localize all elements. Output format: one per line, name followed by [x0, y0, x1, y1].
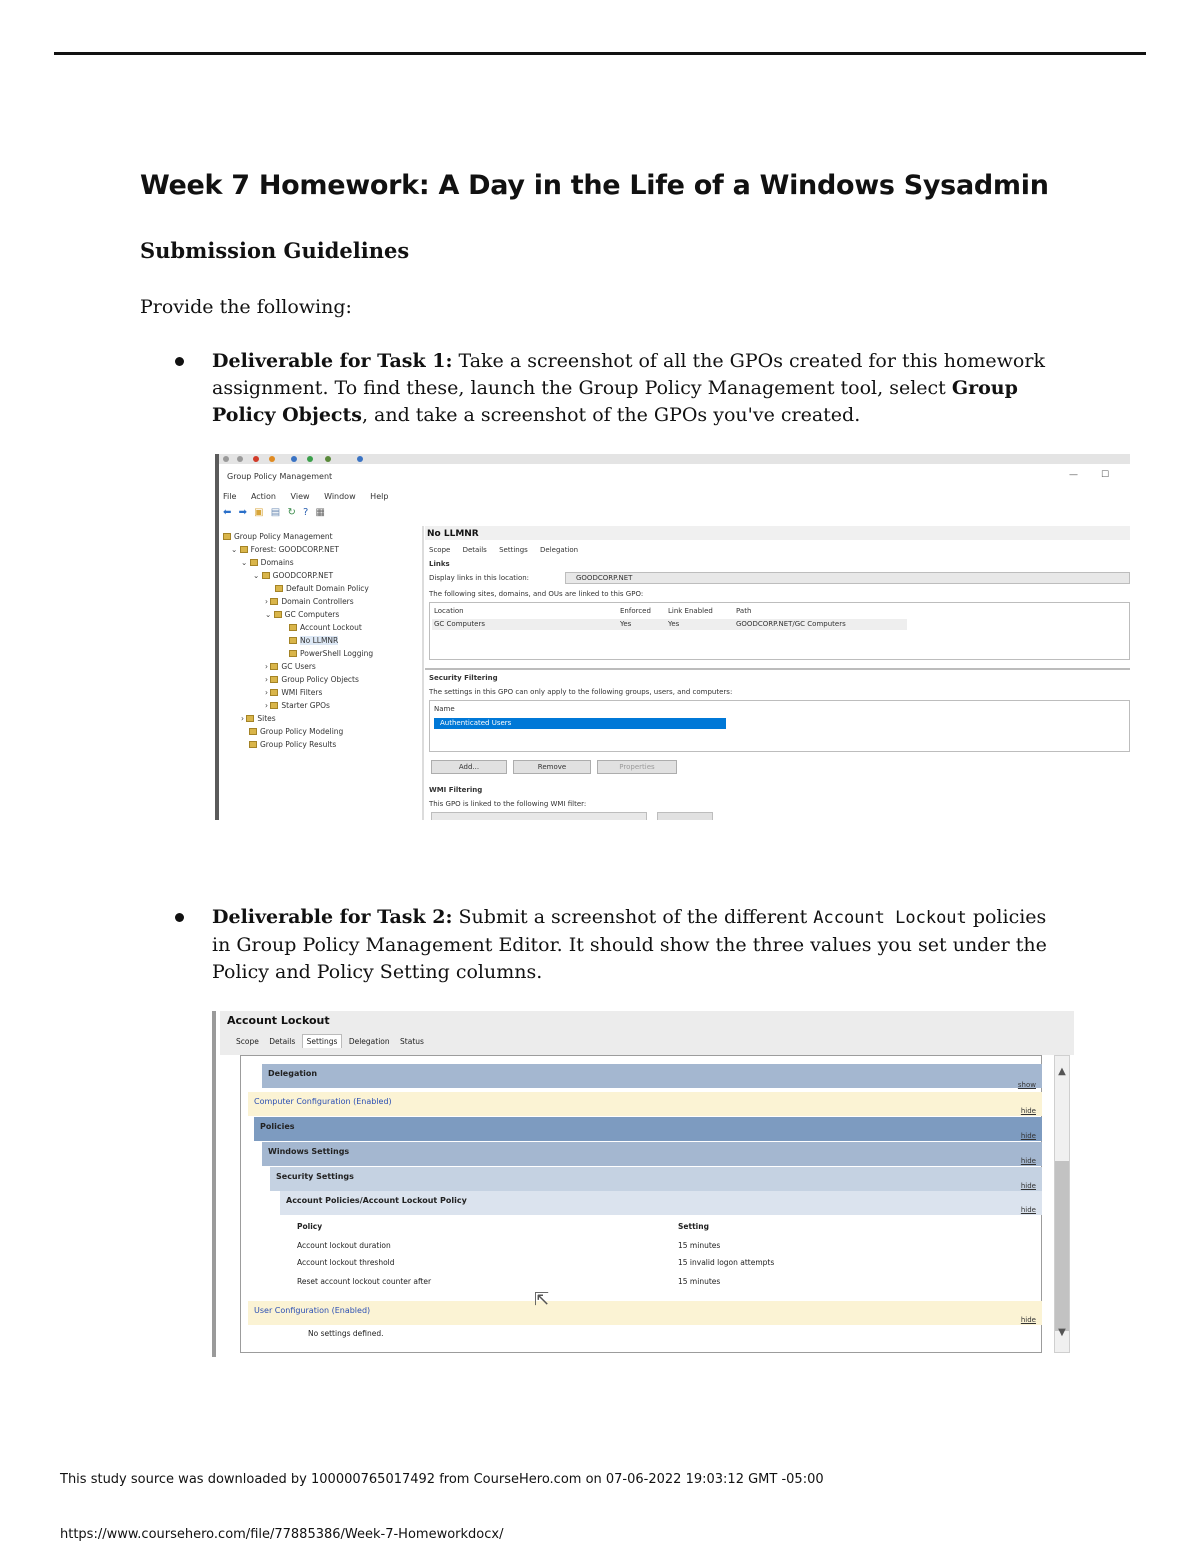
menu-action[interactable]: Action [250, 492, 276, 501]
tree-item[interactable]: Account Lockout [223, 621, 373, 634]
maximize-button[interactable]: ☐ [1101, 470, 1110, 480]
list-item[interactable]: Authenticated Users [434, 718, 726, 729]
top-rule [54, 52, 1146, 55]
show-link[interactable]: show [1017, 1081, 1036, 1089]
tree-item[interactable]: ⌄ Forest: GOODCORP.NET [231, 545, 340, 554]
windows-settings-band[interactable]: Windows Settings [262, 1142, 1042, 1166]
wmi-note: This GPO is linked to the following WMI filter: [429, 800, 587, 808]
menu-bar [223, 492, 400, 501]
policy-setting: 15 minutes [678, 1277, 721, 1286]
user-config-band[interactable]: User Configuration (Enabled) [248, 1301, 1042, 1325]
policies-band[interactable]: Policies [254, 1117, 1042, 1141]
tree-item[interactable]: › GC Users [265, 662, 316, 671]
tab-settings[interactable]: Settings [302, 1034, 343, 1048]
forward-arrow-icon[interactable]: ➡ [238, 507, 247, 518]
account-policies-band[interactable]: Account Policies/Account Lockout Policy [280, 1191, 1042, 1215]
gpo-detail-pane [425, 526, 1130, 820]
properties-icon[interactable]: ▦ [315, 507, 325, 518]
folder-icon[interactable]: ▣ [254, 507, 264, 518]
col-setting-header: Setting [678, 1222, 709, 1231]
tab-details[interactable]: Details [269, 1037, 296, 1046]
tree-item-selected[interactable]: No LLMNR [223, 634, 373, 647]
task1-label: Deliverable for Task 1: [212, 350, 453, 372]
scroll-up-icon[interactable]: ▲ [1058, 1066, 1066, 1077]
display-links-label: Display links in this location: [429, 574, 530, 582]
page-title: Week 7 Homework: A Day in the Life of a Windows Sysadmin [140, 170, 1049, 201]
links-note: The following sites, domains, and OUs are linked to this GPO: [429, 590, 644, 598]
hide-link[interactable]: hide [1020, 1132, 1036, 1140]
properties-button[interactable]: Properties [597, 760, 677, 774]
tree-item[interactable]: Default Domain Policy [223, 582, 373, 595]
tab-settings[interactable]: Settings [499, 546, 528, 554]
source-url[interactable]: https://www.coursehero.com/file/77885386/Week-7-Homeworkdocx/ [60, 1527, 504, 1542]
tree-item[interactable]: › Group Policy Objects [265, 675, 359, 684]
tab-delegation[interactable]: Delegation [348, 1037, 390, 1046]
tab-scope[interactable]: Scope [236, 1037, 259, 1046]
view-icon[interactable]: ▤ [270, 507, 281, 518]
tree-item[interactable]: › Domain Controllers [265, 597, 354, 606]
tree-item[interactable]: ⌄ Domains [241, 558, 294, 567]
tab-status[interactable]: Status [400, 1037, 424, 1046]
toolbar [223, 507, 329, 518]
tree-item[interactable]: PowerShell Logging [223, 647, 373, 660]
mouse-cursor-icon: ⇱ [534, 1289, 550, 1310]
tree-item[interactable]: › Sites [241, 714, 276, 723]
window-title: Group Policy Management [227, 472, 333, 481]
intro-text: Provide the following: [140, 296, 352, 318]
menu-help[interactable]: Help [370, 492, 389, 501]
hide-link[interactable]: hide [1020, 1316, 1036, 1324]
task2-label: Deliverable for Task 2: [212, 906, 453, 928]
minimize-button[interactable]: — [1069, 470, 1078, 480]
hide-link[interactable]: hide [1020, 1182, 1036, 1190]
policy-name: Account lockout threshold [297, 1258, 395, 1267]
policy-setting: 15 invalid logon attempts [678, 1258, 775, 1267]
hide-link[interactable]: hide [1020, 1206, 1036, 1214]
back-arrow-icon[interactable]: ⬅ [223, 507, 232, 518]
scrollbar-thumb[interactable] [1055, 1161, 1069, 1331]
tab-scope[interactable]: Scope [429, 546, 451, 554]
no-settings-text: No settings defined. [308, 1329, 384, 1338]
tree-item[interactable]: › Starter GPOs [265, 701, 330, 710]
tree-item[interactable]: ⌄ GC Computers [265, 610, 340, 619]
scroll-down-icon[interactable]: ▼ [1058, 1327, 1066, 1338]
hide-link[interactable]: hide [1020, 1107, 1036, 1115]
policy-setting: 15 minutes [678, 1241, 721, 1250]
links-table: Location Enforced Link Enabled Path GC Computers Yes Yes GOODCORP.NET/GC Computers [429, 602, 1130, 660]
col-policy-header: Policy [297, 1222, 323, 1231]
security-filter-list: Name Authenticated Users [429, 700, 1130, 752]
delegation-band[interactable]: Delegation [262, 1064, 1042, 1088]
security-heading: Security Filtering [429, 674, 498, 682]
refresh-icon[interactable]: ↻ [287, 507, 296, 518]
download-notice: This study source was downloaded by 100000765017492 from CourseHero.com on 07-06-2022 19:03:12 GMT -05:00 [60, 1472, 824, 1487]
policy-name: Account lockout duration [297, 1241, 391, 1250]
computer-config-band[interactable]: Computer Configuration (Enabled) [248, 1092, 1042, 1116]
task2-bullet: Deliverable for Task 2: Submit a screenshot of the different Account Lockout policies in Group Policy Management Editor. It should show the three values you set under the Policy and Policy Setting columns. [212, 904, 1042, 986]
tab-delegation[interactable]: Delegation [540, 546, 579, 554]
links-heading: Links [429, 560, 450, 568]
hide-link[interactable]: hide [1020, 1157, 1036, 1165]
tab-details[interactable]: Details [462, 546, 487, 554]
gpo-title: No LLMNR [425, 526, 1130, 540]
wmi-filter-select[interactable] [431, 812, 647, 820]
gpo-tabs [429, 546, 588, 554]
display-links-select[interactable]: GOODCORP.NET [565, 572, 1130, 584]
tree-item[interactable]: Group Policy Modeling [223, 725, 373, 738]
remove-button[interactable]: Remove [513, 760, 591, 774]
tree-item[interactable]: ⌄ GOODCORP.NET [253, 571, 334, 580]
wmi-open-button[interactable] [657, 812, 713, 820]
add-button[interactable]: Add... [431, 760, 507, 774]
gpm-tree [223, 530, 373, 751]
tree-item[interactable]: Group Policy Results [223, 738, 373, 751]
wmi-heading: WMI Filtering [429, 786, 483, 794]
tree-item[interactable]: Group Policy Management [223, 530, 373, 543]
gpo-tabs [232, 1034, 428, 1048]
account-lockout-screenshot [212, 1011, 1074, 1357]
tree-item[interactable]: › WMI Filters [265, 688, 323, 697]
help-icon[interactable]: ? [303, 507, 309, 518]
menu-view[interactable]: View [290, 492, 310, 501]
task1-bullet: Deliverable for Task 1: Take a screenshot of all the GPOs created for this homework assignment. To find these, launch the Group Policy Management tool, select Group Policy Objects, and take a screenshot of the GPOs you've created. [212, 348, 1042, 429]
menu-file[interactable]: File [223, 492, 237, 501]
table-row[interactable]: GC Computers Yes Yes GOODCORP.NET/GC Computers [432, 619, 907, 630]
policy-name: Reset account lockout counter after [297, 1277, 432, 1286]
gpo-title: Account Lockout [227, 1014, 330, 1027]
quick-access-bar [215, 454, 1130, 464]
menu-window[interactable]: Window [324, 492, 356, 501]
security-settings-band[interactable]: Security Settings [270, 1167, 1042, 1191]
section-heading: Submission Guidelines [140, 238, 410, 263]
security-note: The settings in this GPO can only apply to the following groups, users, and computers: [429, 688, 733, 696]
gpm-screenshot [215, 454, 1130, 820]
